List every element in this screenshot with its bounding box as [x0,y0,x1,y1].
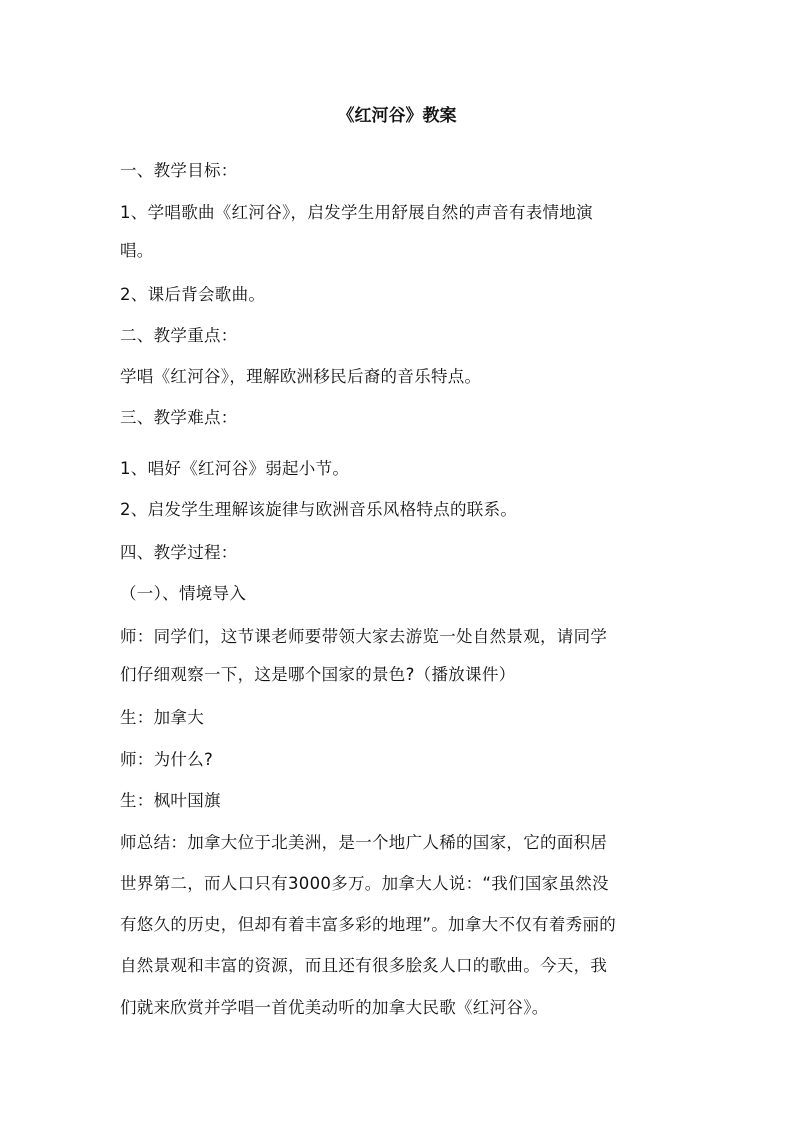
difficulty-line-1: 1、唱好《红河谷》弱起小节。 [120,459,350,478]
teacher-summary-line-4: 自然景观和丰富的资源，而且还有很多脍炙人口的歌曲。今天，我 [120,956,608,975]
section-heading-difficulties: 三、教学难点： [120,408,238,427]
student-line-1: 生：加拿大 [120,708,204,727]
objective-line-1-continued: 唱。 [120,241,154,260]
teacher-summary-line-3: 有悠久的历史，但却有着丰富多彩的地理”。加拿大不仅有着秀丽的 [120,915,617,934]
section-heading-key-points: 二、教学重点： [120,326,238,345]
teacher-line-2: 师：为什么? [120,750,214,769]
objective-line-1: 1、学唱歌曲《红河谷》，启发学生用舒展自然的声音有表情地演 [120,203,593,222]
teacher-summary-line-1: 师总结：加拿大位于北美洲，是一个地广人稀的国家，它的面积居 [120,833,608,852]
document-title: 《红河谷》教案 [337,106,457,126]
section-heading-objectives: 一、教学目标： [120,161,238,180]
section-heading-process: 四、教学过程： [120,543,238,562]
key-point-line: 学唱《红河谷》，理解欧洲移民后裔的音乐特点。 [120,367,482,386]
teacher-line-1: 师：同学们，这节课老师要带领大家去游览一处自然景观，请同学 [120,627,608,646]
difficulty-line-2: 2、启发学生理解该旋律与欧洲音乐风格特点的联系。 [120,500,518,519]
process-step-intro: （一）、情境导入 [120,584,247,603]
teacher-summary-line-2: 世界第二，而人口只有3000多万。加拿大人说：“我们国家虽然没 [120,874,609,893]
student-line-2: 生：枫叶国旗 [120,791,221,810]
teacher-line-1-continued: 们仔细观察一下，这是哪个国家的景色?（播放课件） [120,665,516,684]
objective-line-2: 2、课后背会歌曲。 [120,285,266,304]
teacher-summary-line-5: 们就来欣赏并学唱一首优美动听的加拿大民歌《红河谷》。 [120,998,549,1017]
